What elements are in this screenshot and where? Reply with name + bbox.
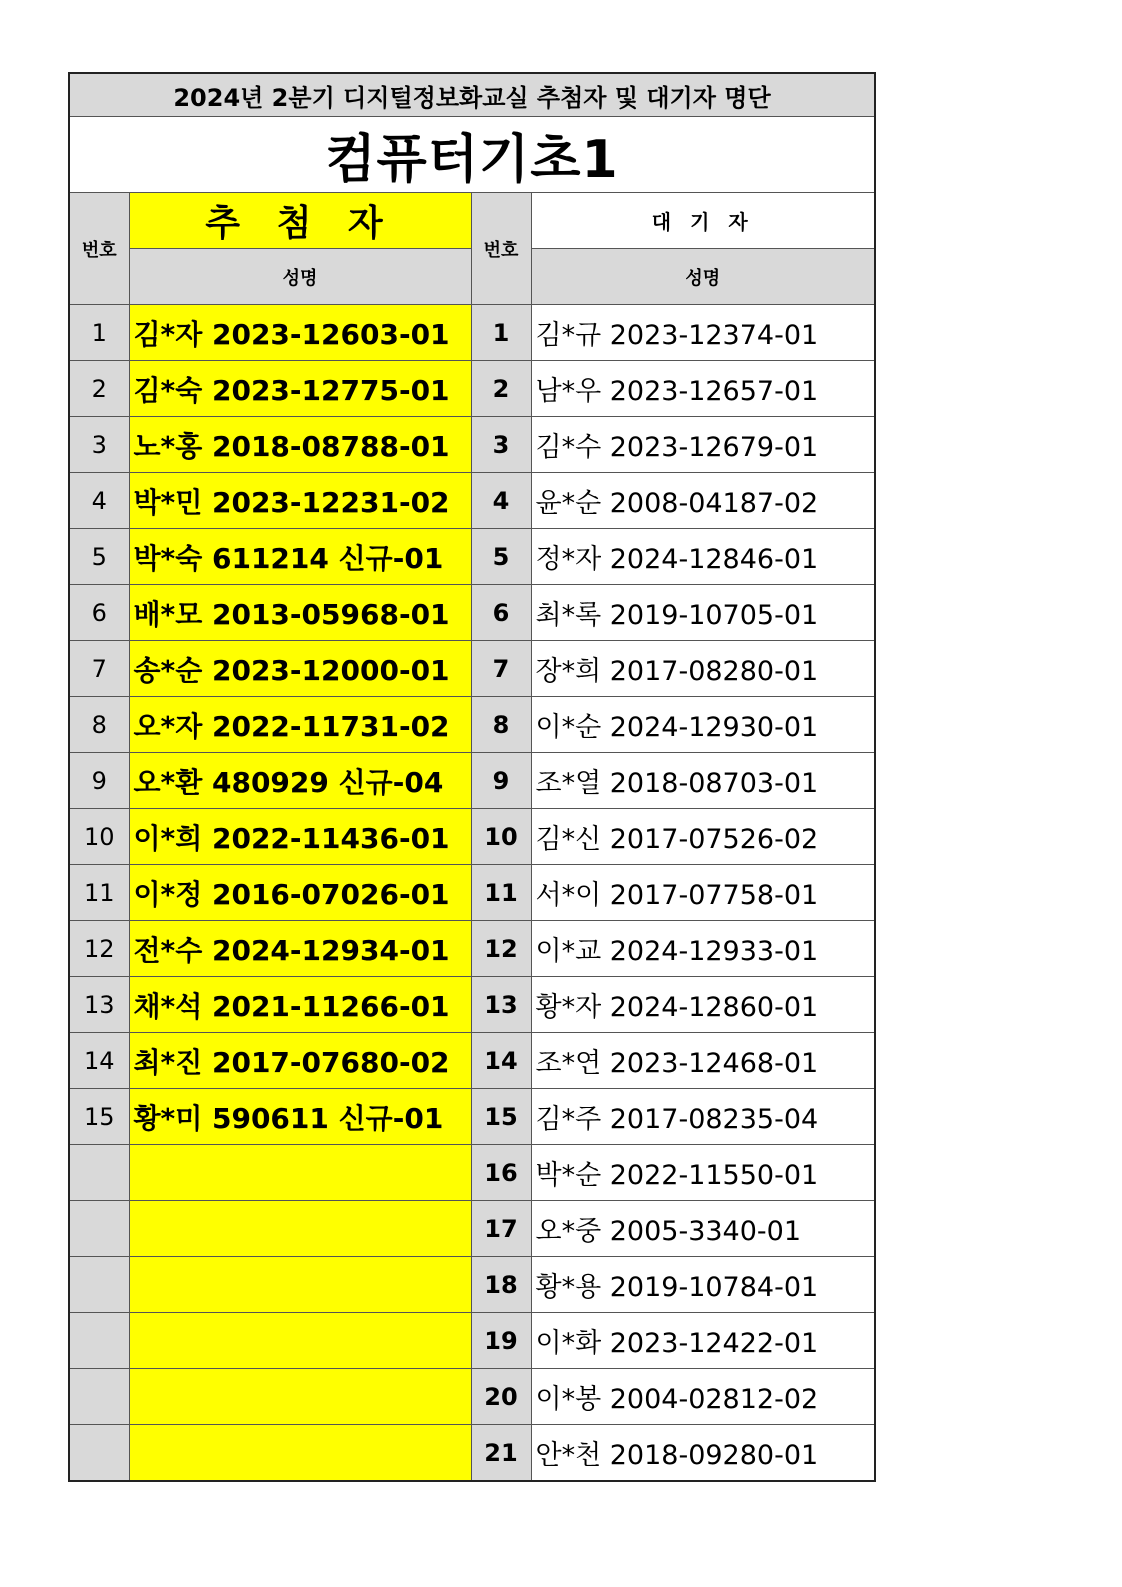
waiting-number: 20 — [471, 1369, 531, 1425]
roster-table — [68, 72, 876, 1482]
winner-number: 5 — [69, 529, 129, 585]
waiting-number: 18 — [471, 1257, 531, 1313]
waiting-number: 21 — [471, 1425, 531, 1482]
winner-name: 오*자 2022-11731-02 — [129, 697, 471, 753]
table-row — [69, 921, 875, 977]
winner-number: 14 — [69, 1033, 129, 1089]
winner-number: 9 — [69, 753, 129, 809]
waiting-number: 14 — [471, 1033, 531, 1089]
winner-name — [129, 1369, 471, 1425]
document-title: 2024년 2분기 디지털정보화교실 추첨자 및 대기자 명단 — [69, 73, 875, 117]
waiting-name: 오*중 2005-3340-01 — [531, 1201, 875, 1257]
waiting-number: 8 — [471, 697, 531, 753]
winner-number — [69, 1201, 129, 1257]
table-row — [69, 1313, 875, 1369]
winner-number — [69, 1145, 129, 1201]
table-row — [69, 1033, 875, 1089]
winner-number: 2 — [69, 361, 129, 417]
waiting-number: 19 — [471, 1313, 531, 1369]
table-row — [69, 1257, 875, 1313]
winner-number: 7 — [69, 641, 129, 697]
waiting-name: 황*용 2019-10784-01 — [531, 1257, 875, 1313]
winner-name-header: 성명 — [129, 249, 471, 305]
waiting-name: 윤*순 2008-04187-02 — [531, 473, 875, 529]
winner-name: 김*자 2023-12603-01 — [129, 305, 471, 361]
waiting-number: 13 — [471, 977, 531, 1033]
table-row — [69, 977, 875, 1033]
waiting-number: 1 — [471, 305, 531, 361]
winner-name: 전*수 2024-12934-01 — [129, 921, 471, 977]
winner-name: 송*순 2023-12000-01 — [129, 641, 471, 697]
winner-number — [69, 1257, 129, 1313]
table-row — [69, 697, 875, 753]
winner-name: 황*미 590611 신규-01 — [129, 1089, 471, 1145]
winner-name: 이*희 2022-11436-01 — [129, 809, 471, 865]
winner-name: 오*환 480929 신규-04 — [129, 753, 471, 809]
winner-number: 12 — [69, 921, 129, 977]
waiting-name: 조*열 2018-08703-01 — [531, 753, 875, 809]
winner-name: 이*정 2016-07026-01 — [129, 865, 471, 921]
table-row — [69, 305, 875, 361]
table-row — [69, 753, 875, 809]
winner-name: 노*홍 2018-08788-01 — [129, 417, 471, 473]
waiting-name: 김*주 2017-08235-04 — [531, 1089, 875, 1145]
waiting-number: 17 — [471, 1201, 531, 1257]
winner-number: 10 — [69, 809, 129, 865]
winner-number: 1 — [69, 305, 129, 361]
table-row — [69, 641, 875, 697]
waiting-number: 9 — [471, 753, 531, 809]
winner-name — [129, 1257, 471, 1313]
table-row — [69, 1369, 875, 1425]
waiting-name: 장*희 2017-08280-01 — [531, 641, 875, 697]
waiting-name: 남*우 2023-12657-01 — [531, 361, 875, 417]
waiting-name: 박*순 2022-11550-01 — [531, 1145, 875, 1201]
waiting-number: 12 — [471, 921, 531, 977]
class-subject: 컴퓨터기초1 — [69, 117, 875, 193]
winner-name: 김*숙 2023-12775-01 — [129, 361, 471, 417]
winner-name: 채*석 2021-11266-01 — [129, 977, 471, 1033]
winner-name — [129, 1201, 471, 1257]
roster-sheet — [68, 72, 874, 1482]
table-row — [69, 1145, 875, 1201]
winner-number: 6 — [69, 585, 129, 641]
waiting-name: 조*연 2023-12468-01 — [531, 1033, 875, 1089]
winner-number — [69, 1313, 129, 1369]
waiting-name: 김*신 2017-07526-02 — [531, 809, 875, 865]
waiting-name: 서*이 2017-07758-01 — [531, 865, 875, 921]
winner-name: 박*민 2023-12231-02 — [129, 473, 471, 529]
winner-number: 8 — [69, 697, 129, 753]
table-row — [69, 585, 875, 641]
waiting-number: 15 — [471, 1089, 531, 1145]
table-row — [69, 865, 875, 921]
winner-name: 최*진 2017-07680-02 — [129, 1033, 471, 1089]
waiting-name: 이*봉 2004-02812-02 — [531, 1369, 875, 1425]
winner-number: 3 — [69, 417, 129, 473]
winner-number — [69, 1425, 129, 1482]
waiting-name: 정*자 2024-12846-01 — [531, 529, 875, 585]
winner-name — [129, 1313, 471, 1369]
waiting-name: 김*수 2023-12679-01 — [531, 417, 875, 473]
winners-header: 추 첨 자 — [129, 193, 471, 249]
winner-number: 11 — [69, 865, 129, 921]
waiting-name: 이*교 2024-12933-01 — [531, 921, 875, 977]
waiting-name: 김*규 2023-12374-01 — [531, 305, 875, 361]
waiting-number: 4 — [471, 473, 531, 529]
waiting-number-header: 번호 — [471, 193, 531, 305]
winner-name: 배*모 2013-05968-01 — [129, 585, 471, 641]
waiting-number: 16 — [471, 1145, 531, 1201]
winner-name — [129, 1425, 471, 1482]
waiting-name: 이*화 2023-12422-01 — [531, 1313, 875, 1369]
waiting-number: 6 — [471, 585, 531, 641]
table-row — [69, 1425, 875, 1482]
winner-name: 박*숙 611214 신규-01 — [129, 529, 471, 585]
winner-number: 15 — [69, 1089, 129, 1145]
waiting-number: 11 — [471, 865, 531, 921]
waiting-number: 3 — [471, 417, 531, 473]
waiting-name: 이*순 2024-12930-01 — [531, 697, 875, 753]
winner-name — [129, 1145, 471, 1201]
table-row — [69, 417, 875, 473]
winner-number: 13 — [69, 977, 129, 1033]
waiting-name: 안*천 2018-09280-01 — [531, 1425, 875, 1482]
waiting-name: 최*록 2019-10705-01 — [531, 585, 875, 641]
waiting-number: 5 — [471, 529, 531, 585]
waiting-header: 대 기 자 — [531, 193, 875, 249]
winner-number: 4 — [69, 473, 129, 529]
winner-number-header: 번호 — [69, 193, 129, 305]
table-row — [69, 809, 875, 865]
waiting-number: 2 — [471, 361, 531, 417]
table-row — [69, 529, 875, 585]
waiting-name: 황*자 2024-12860-01 — [531, 977, 875, 1033]
table-row — [69, 1089, 875, 1145]
waiting-number: 10 — [471, 809, 531, 865]
table-row — [69, 1201, 875, 1257]
waiting-number: 7 — [471, 641, 531, 697]
table-row — [69, 473, 875, 529]
winner-number — [69, 1369, 129, 1425]
waiting-name-header: 성명 — [531, 249, 875, 305]
table-row — [69, 361, 875, 417]
